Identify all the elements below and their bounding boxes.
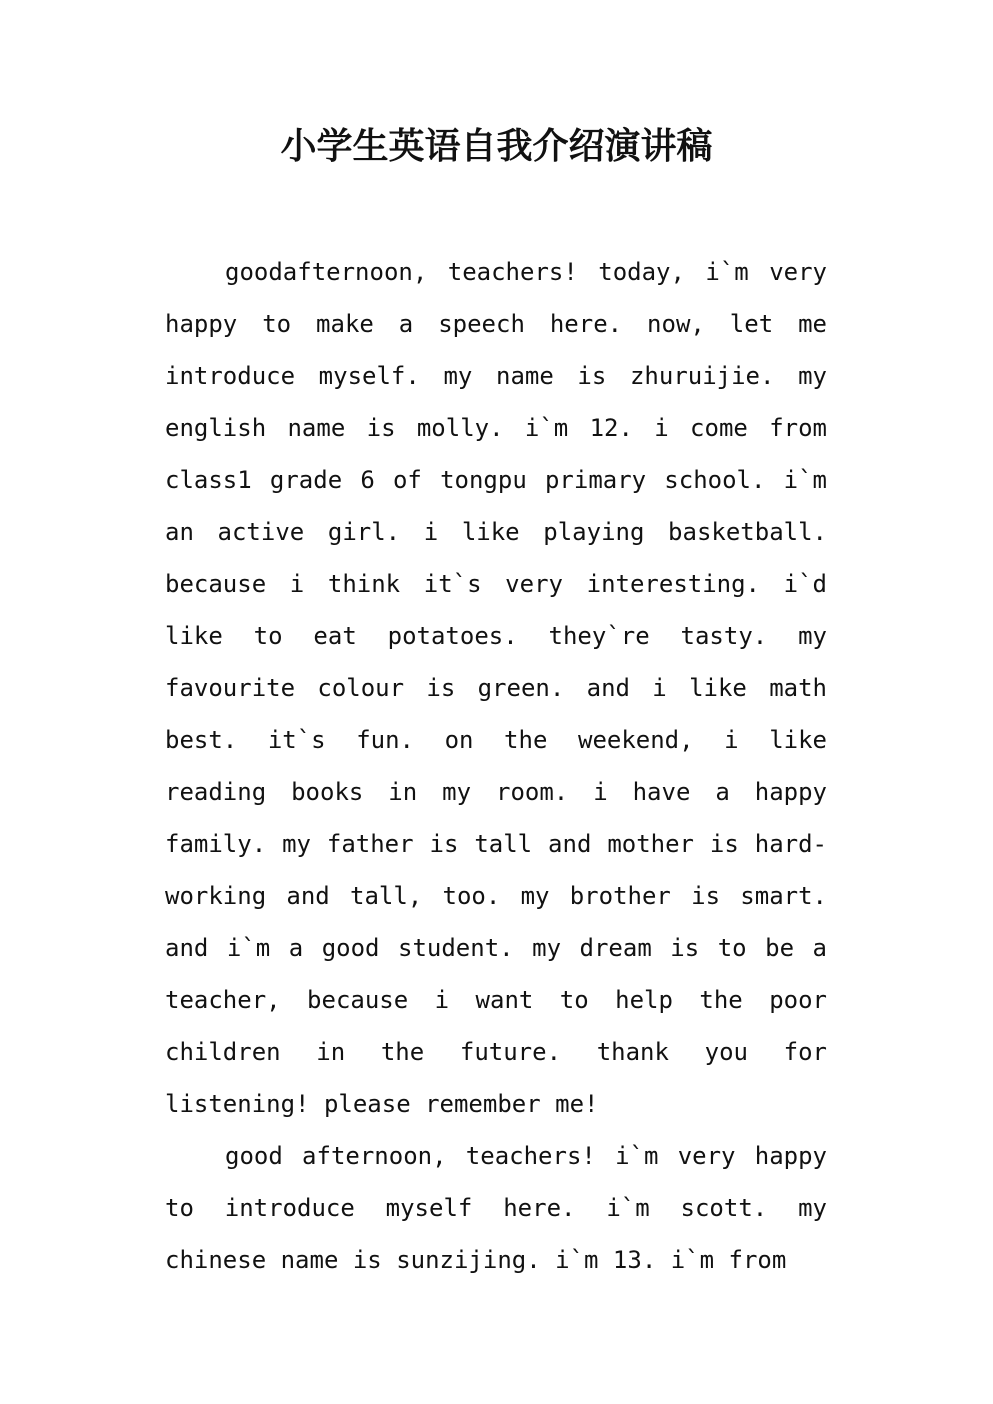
paragraph-1: goodafternoon, teachers! today, i`m very happy to make a speech here. now, let me introduce myself. my name is zhuruijie. my english name is molly. i`m 12. i come from class1 grade 6 of tongpu primary school. i`m an active girl. i like playing basketball. because i think it`s very interesting. i`d like to eat potatoes. they`re tasty. my favourite colour is green. and i like math best. it`s fun. on the weekend, i like reading books in my room. i have a happy family. my father is tall and mother is hard-working and tall, too. my brother is smart. and i`m a good student. my dream is to be a teacher, because i want to help the poor children in the future. thank you for listening! please remember me! (165, 258, 827, 1118)
document-body (165, 246, 827, 1286)
paragraph-2: good afternoon, teachers! i`m very happy to introduce myself here. i`m scott. my chinese name is sunzijing. i`m 13. i`m from (165, 1142, 827, 1274)
page-title: 小学生英语自我介绍演讲稿 (280, 126, 713, 167)
